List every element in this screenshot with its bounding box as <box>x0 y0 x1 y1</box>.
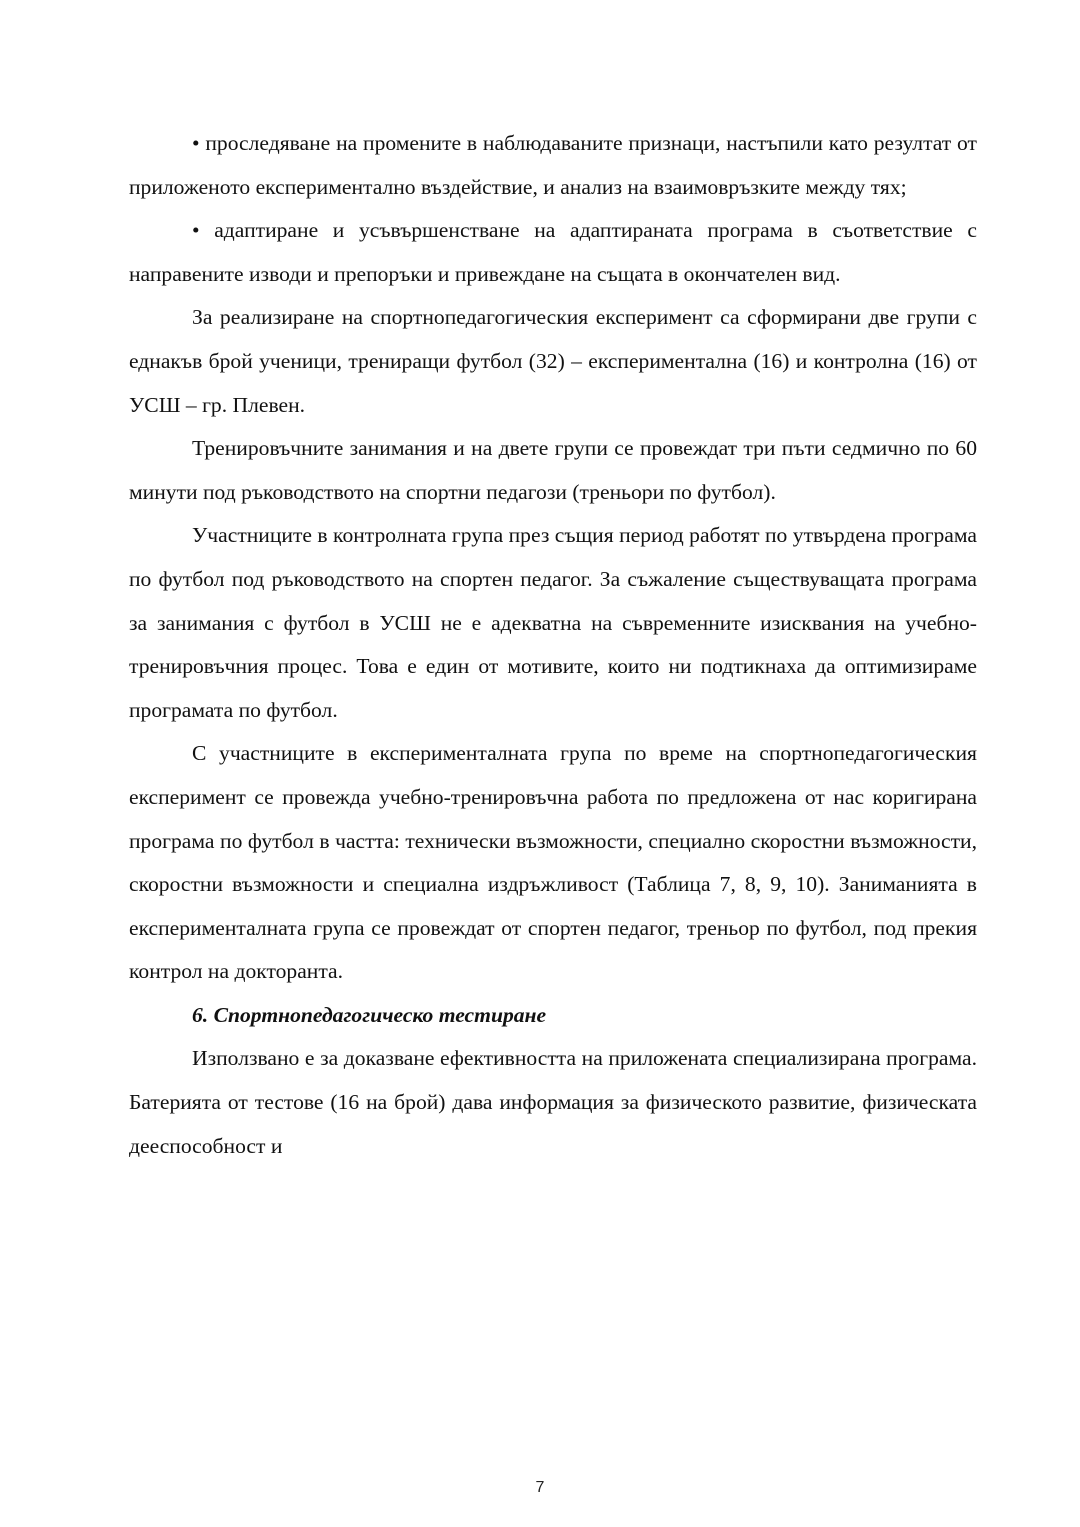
paragraph-experimental-group: С участниците в експерименталната група по време на спортнопедагогическия експеримент се провежда учебно-тренировъчна работа по предложена от нас коригирана програма по футбол в частта: технически възможности, специално скоростни възможности, скоростни възможности и специална издръжливост (Таблица 7, 8, 9, 10). Заниманията в експерименталната група се провеждат от спортен педагог, треньор по футбол, под прекия контрол на докторанта. <box>129 741 977 984</box>
paragraph-bullet-tracking: • проследяване на промените в наблюдаваните признаци, настъпили като резултат от приложеното експериментално въздействие, и анализ на взаимовръзките между тях; <box>129 131 977 199</box>
section-heading: 6. Спортнопедагогическо тестиране <box>192 1002 547 1027</box>
paragraph-control-group: Участниците в контролната група през същия период работят по утвърдена програма по футбол под ръководството на спортен педагог. За съжаление съществуващата програма за занимания с футбол в УСШ не е адекватна на съвременните изисквания на учебно-тренировъчния процес. Това е един от мотивите, които ни подтикнаха да оптимизираме програмата по футбол. <box>129 523 977 722</box>
page-number: 7 <box>535 1479 545 1496</box>
paragraph-bullet-adaptation: • адаптиране и усъвършенстване на адаптираната програма в съответствие с направените изводи и препоръки и привеждане на същата в окончателен вид. <box>129 218 977 286</box>
paragraph-groups: За реализиране на спортнопедагогическия експеримент са сформирани две групи с еднакъв брой ученици, трениращи футбол (32) – експериментална (16) и контролна (16) от УСШ – гр. Плевен. <box>129 305 977 417</box>
paragraph-training-schedule: Тренировъчните занимания и на двете групи се провеждат три пъти седмично по 60 минути под ръководството на спортни педагози (треньори по футбол). <box>129 436 977 504</box>
body-text <box>129 122 977 1168</box>
paragraph-testing: Използвано е за доказване ефективността на приложената специализирана програма. Батерията от тестове (16 на брой) дава информация за физическото развитие, физическата дееспособност и <box>129 1046 977 1158</box>
